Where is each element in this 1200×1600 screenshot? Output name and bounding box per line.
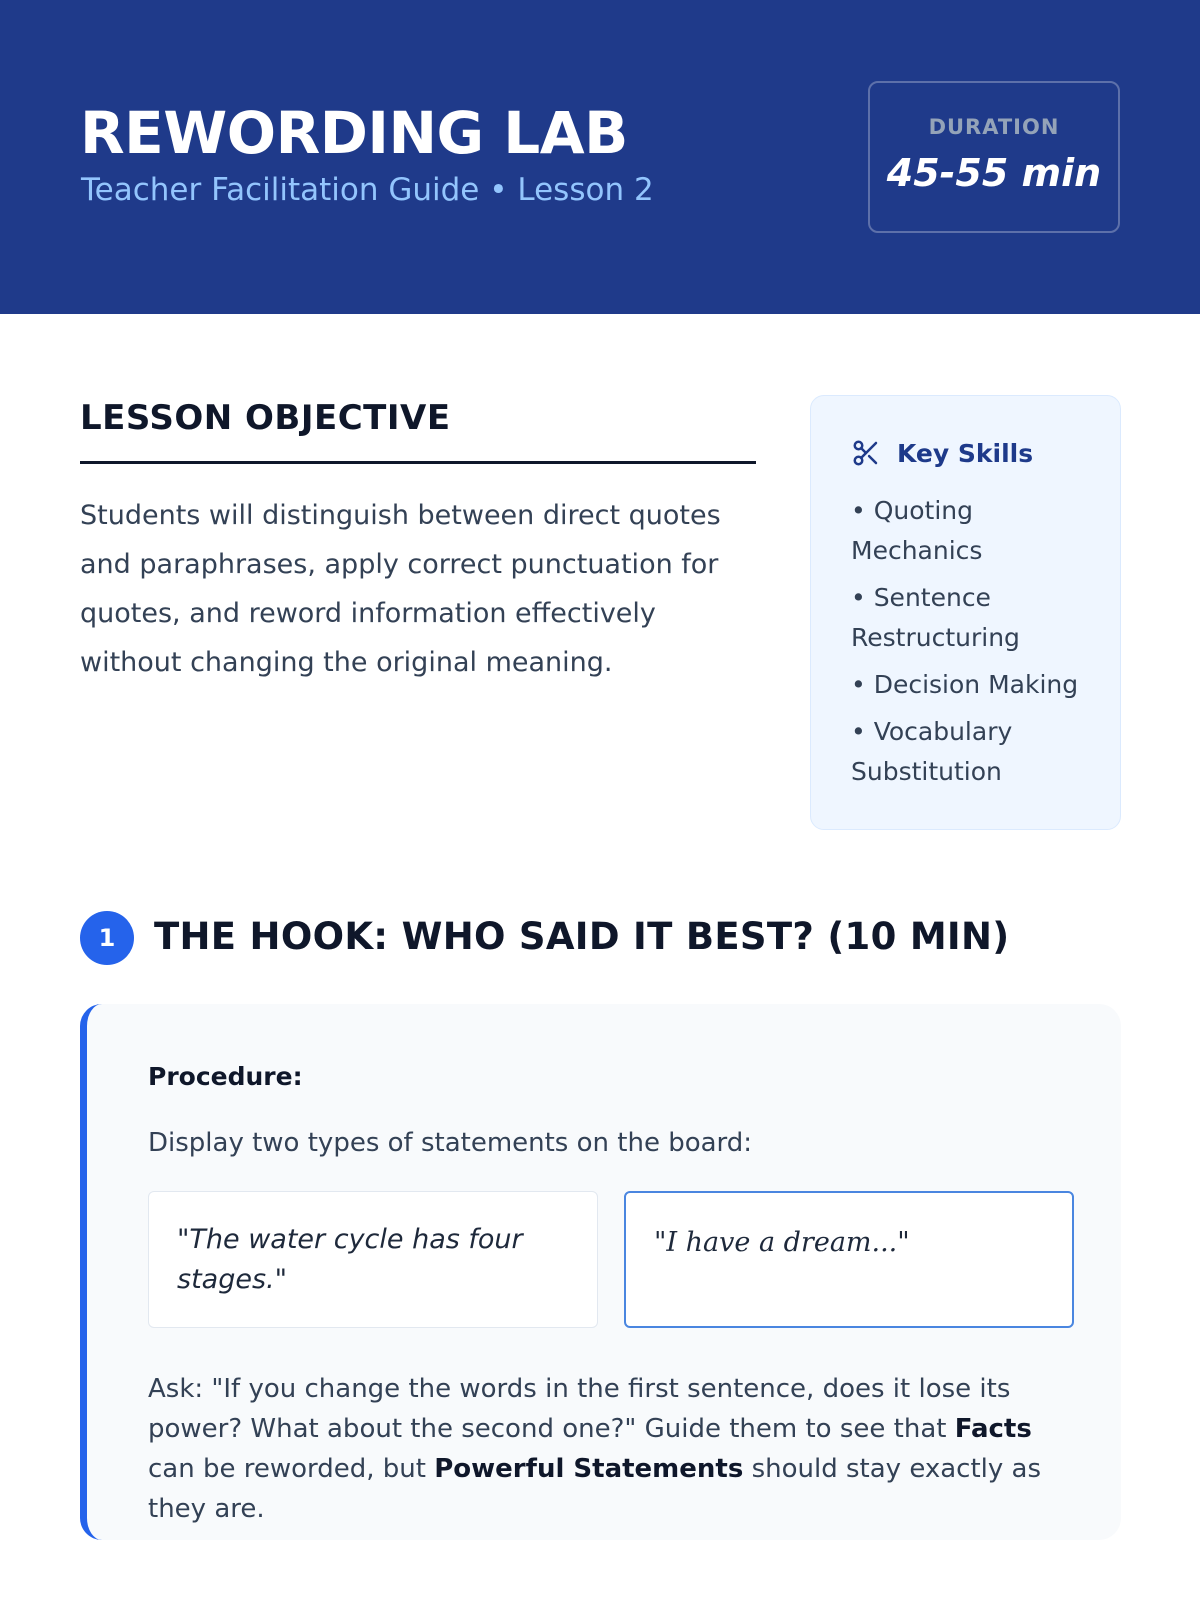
- step-number-badge: 1: [80, 911, 134, 965]
- objective-text: Students will distinguish between direct quotes and paraphrases, apply correct punctuation for quotes, and reword information effectively without changing the original meaning.: [80, 500, 721, 678]
- scissors-icon: [851, 438, 881, 468]
- key-skill-item: • Vocabulary Substitution: [851, 717, 1013, 786]
- duration-box: [868, 81, 1120, 233]
- ask-bold-facts: Facts: [954, 1414, 1032, 1444]
- ask-text-part: can be reworded, but: [148, 1454, 435, 1484]
- procedure-label: Procedure:: [148, 1062, 303, 1091]
- fact-quote-box: "The water cycle has four stages.": [148, 1191, 598, 1328]
- page-header: [0, 0, 1200, 314]
- key-skills-panel: [810, 395, 1121, 830]
- step-heading: THE HOOK: WHO SAID IT BEST? (10 MIN): [154, 915, 1010, 958]
- objective-heading: LESSON OBJECTIVE: [80, 398, 451, 438]
- ask-text-part: should stay exactly as they are.: [148, 1454, 1042, 1524]
- procedure-intro: Display two types of statements on the board:: [148, 1128, 753, 1158]
- page-subtitle: Teacher Facilitation Guide • Lesson 2: [81, 172, 654, 208]
- key-skills-title: Key Skills: [897, 438, 1034, 468]
- key-skills-list: [851, 491, 1111, 799]
- key-skill-item: • Quoting Mechanics: [851, 496, 983, 565]
- page-title: REWORDING LAB: [80, 99, 628, 167]
- objective-divider: [80, 461, 756, 464]
- powerful-quote-box: "I have a dream...": [624, 1191, 1074, 1328]
- key-skill-item: • Sentence Restructuring: [851, 583, 1020, 652]
- duration-value: 45-55 min: [886, 151, 1102, 195]
- ask-text-part: Ask: "If you change the words in the first sentence, does it lose its power? What about the second one?" Guide them to see that: [148, 1374, 1011, 1444]
- procedure-card: [80, 1004, 1121, 1540]
- duration-label: DURATION: [928, 115, 1060, 139]
- procedure-ask-text: [148, 1369, 1068, 1529]
- key-skill-item: • Decision Making: [851, 670, 1079, 699]
- key-skills-header: [851, 438, 1033, 468]
- ask-bold-powerful-statements: Powerful Statements: [434, 1454, 744, 1484]
